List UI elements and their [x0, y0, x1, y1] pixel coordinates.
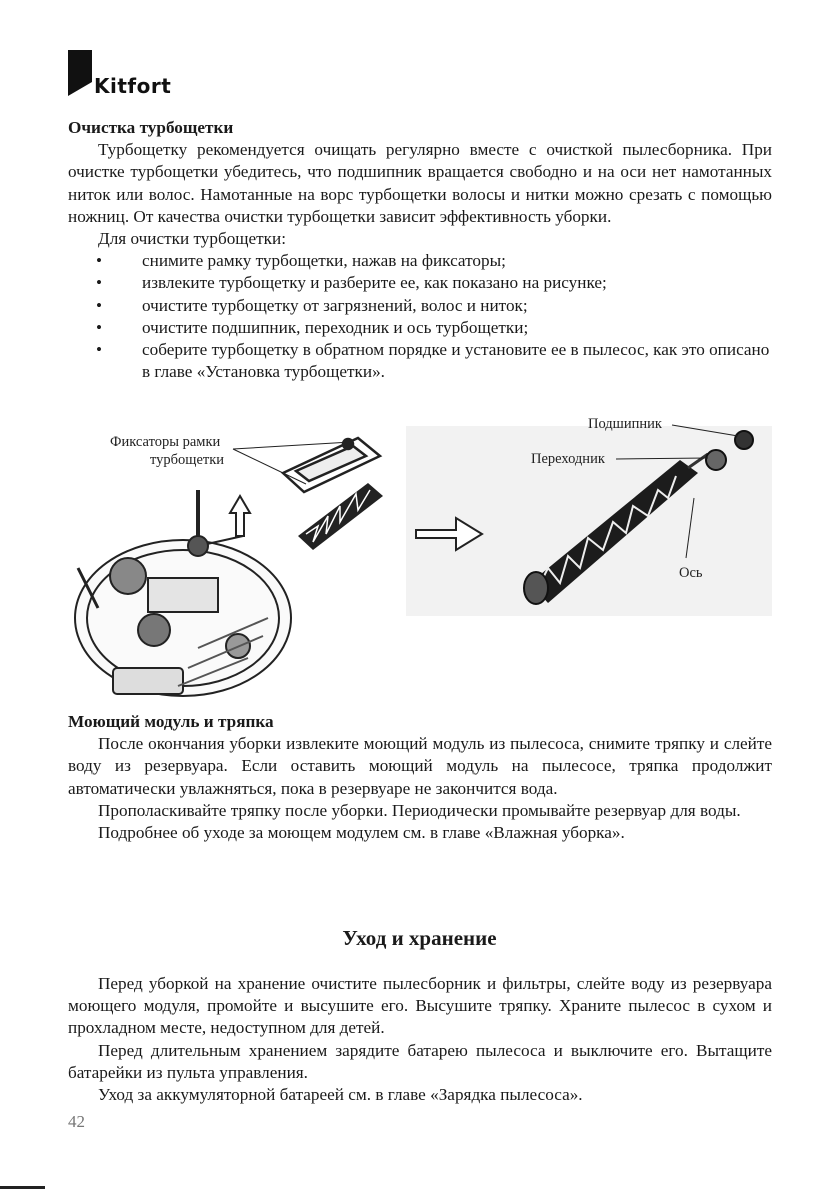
paragraph: Подробнее об уходе за моющем модулем см. в главе «Влажная уборка». [98, 823, 625, 843]
paragraph: Турбощетку рекомендуется очищать регулярно вместе с очисткой пылесборника. При очистке турбощетки убедитесь, что подшипник вращается свободно и на оси нет намотанных ниток или волос. Намотанные на ворс турбощетки волосы и нитки можно срезать с помощью ножниц. От качества очистки турбощетки зависит эффективность уборки. [68, 140, 772, 226]
list-item: • извлеките турбощетку и разберите ее, как показано на рисунке; [68, 272, 772, 294]
page-number: 42 [68, 1112, 85, 1131]
brand-logo [68, 50, 171, 96]
paragraph: После окончания уборки извлеките моющий модуль из пылесоса, снимите тряпку и слейте воду из резервуара. Если оставить моющий модуль на пылесосе, тряпка продолжит автоматически увлажняться, пока в резервуаре не закончится вода. [68, 734, 772, 798]
kitfort-logo-icon [68, 50, 92, 96]
section-heading: Очистка турбощетки [68, 118, 234, 137]
paragraph: Уход за аккумуляторной батареей см. в главе «Зарядка пылесоса». [98, 1085, 583, 1105]
page-section-title: Уход и хранение [342, 926, 497, 950]
paragraph: Для очистки турбощетки: [98, 229, 286, 249]
label-latches: Фиксаторы рамки [110, 434, 221, 450]
section-heading: Моющий модуль и тряпка [68, 712, 274, 731]
turbo-brush-section [68, 117, 772, 383]
list-item: • снимите рамку турбощетки, нажав на фиксаторы; [68, 250, 772, 272]
page-edge-mark [0, 1186, 45, 1189]
mop-module-section [68, 711, 772, 844]
paragraph: Перед уборкой на хранение очистите пылесборник и фильтры, слейте воду из резервуара моющего модуля, промойте и высушите его. Высушите тряпку. Храните пылесос в сухом и прохладном месте, недоступном для детей. [68, 974, 772, 1038]
paragraph: Прополаскивайте тряпку после уборки. Периодически промывайте резервуар для воды. [98, 800, 741, 820]
label-bearing: Подшипник [588, 416, 662, 432]
brush-roll-drawing [298, 483, 383, 550]
label-axis: Ось [679, 565, 703, 581]
turbo-brush-figure [68, 418, 772, 708]
up-arrow [230, 496, 250, 536]
paragraph: Перед длительным хранением зарядите батарею пылесоса и выключите его. Вытащите батарейки из пульта управления. [68, 1040, 772, 1082]
brush-frame-drawing [283, 438, 380, 492]
label-adapter: Переходник [531, 451, 605, 467]
list-item: • соберите турбощетку в обратном порядке и установите ее в пылесос, как это описано в главе «Установка турбощетки». [68, 339, 772, 383]
list-item: • очистите турбощетку от загрязнений, волос и ниток; [68, 295, 772, 317]
list-item: • очистите подшипник, переходник и ось турбощетки; [68, 317, 772, 339]
robot-vacuum-drawing [75, 490, 291, 696]
brand-name: Kitfort [94, 74, 172, 98]
storage-section [68, 973, 772, 1106]
steps-list [68, 250, 772, 383]
label-latches-line2: турбощетки [150, 452, 225, 468]
